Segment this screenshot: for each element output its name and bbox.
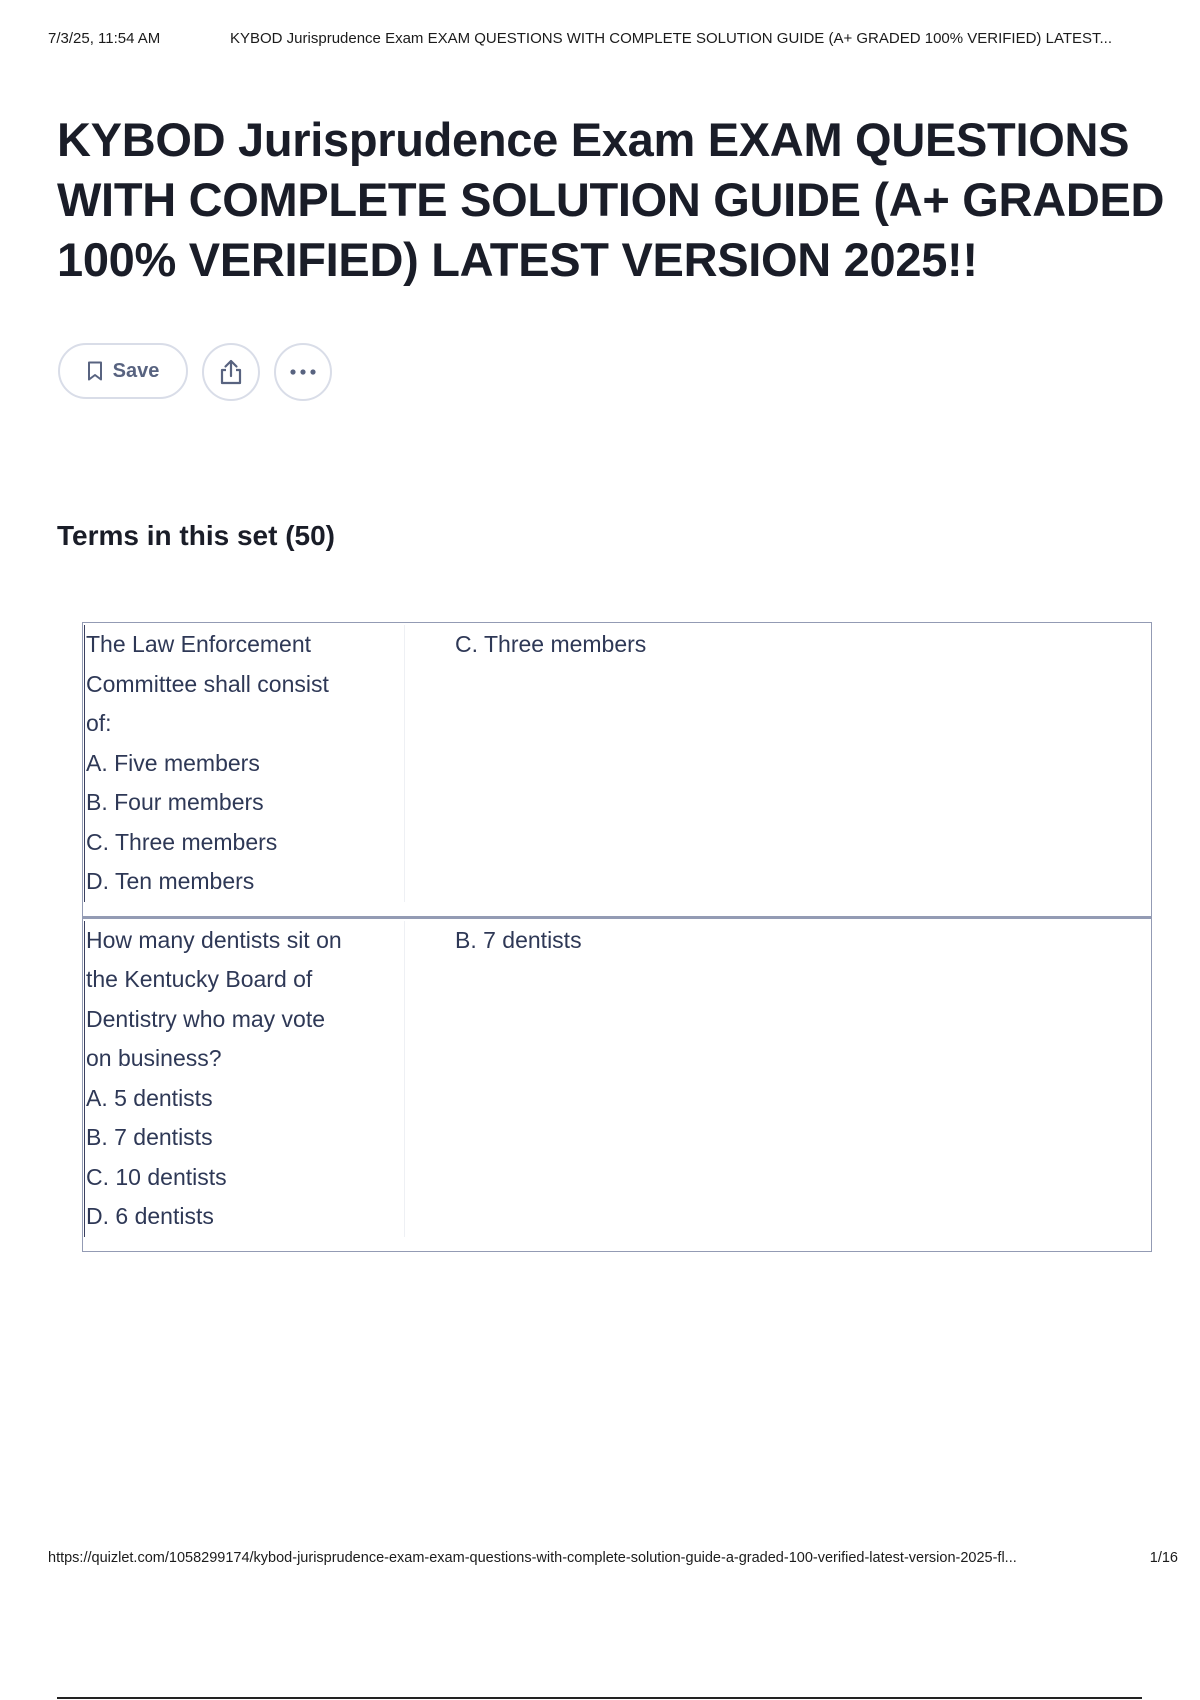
term-option: C. Three members — [84, 823, 404, 863]
more-icon — [290, 369, 316, 375]
bookmark-icon — [87, 361, 103, 381]
term-line: How many dentists sit on — [84, 921, 404, 961]
share-button[interactable] — [202, 343, 260, 401]
definition-cell: C. Three members — [455, 631, 647, 657]
term-cell — [83, 921, 405, 1237]
term-option: A. 5 dentists — [84, 1079, 404, 1119]
print-url: https://quizlet.com/1058299174/kybod-jurisprudence-exam-exam-questions-with-complete-solution-guide-a-graded-100-verified-latest-version-2025-fl... — [48, 1550, 1017, 1566]
term-option: C. 10 dentists — [84, 1158, 404, 1198]
save-button-label: Save — [112, 359, 160, 382]
print-page-title: KYBOD Jurisprudence Exam EXAM QUESTIONS WITH COMPLETE SOLUTION GUIDE (A+ GRADED 100% VERIFIED) LATEST... — [230, 30, 1113, 47]
term-option: B. Four members — [84, 783, 404, 823]
term-line: the Kentucky Board of — [84, 960, 404, 1000]
term-option: B. 7 dentists — [84, 1118, 404, 1158]
terms-heading: Terms in this set (50) — [57, 520, 336, 551]
print-header — [48, 30, 1178, 47]
action-bar — [58, 343, 332, 401]
share-icon — [218, 358, 244, 386]
term-line: Committee shall consist — [84, 665, 404, 705]
term-option: A. Five members — [84, 744, 404, 784]
definition-cell: B. 7 dentists — [455, 926, 582, 953]
page-number: 1/16 — [1149, 1550, 1178, 1566]
print-footer — [48, 1550, 1178, 1566]
save-button[interactable] — [58, 343, 188, 399]
term-line: The Law Enforcement — [84, 625, 404, 665]
term-line: on business? — [84, 1039, 404, 1079]
page-title: KYBOD Jurisprudence Exam EXAM QUESTIONS WITH COMPLETE SOLUTION GUIDE (A+ GRADED 100% VERIFIED) LATEST VERSION 2025!! — [57, 113, 1165, 286]
term-cell — [83, 625, 405, 902]
term-option: D. Ten members — [84, 862, 404, 902]
terms-table — [82, 622, 1152, 1252]
term-line: Dentistry who may vote — [84, 1000, 404, 1040]
term-option: D. 6 dentists — [84, 1197, 404, 1237]
term-row[interactable] — [83, 916, 1151, 1251]
term-row[interactable] — [83, 623, 1151, 916]
term-line: of: — [84, 704, 404, 744]
page-divider — [57, 1697, 1142, 1699]
print-date: 7/3/25, 11:54 AM — [48, 30, 161, 47]
more-options-button[interactable] — [274, 343, 332, 401]
